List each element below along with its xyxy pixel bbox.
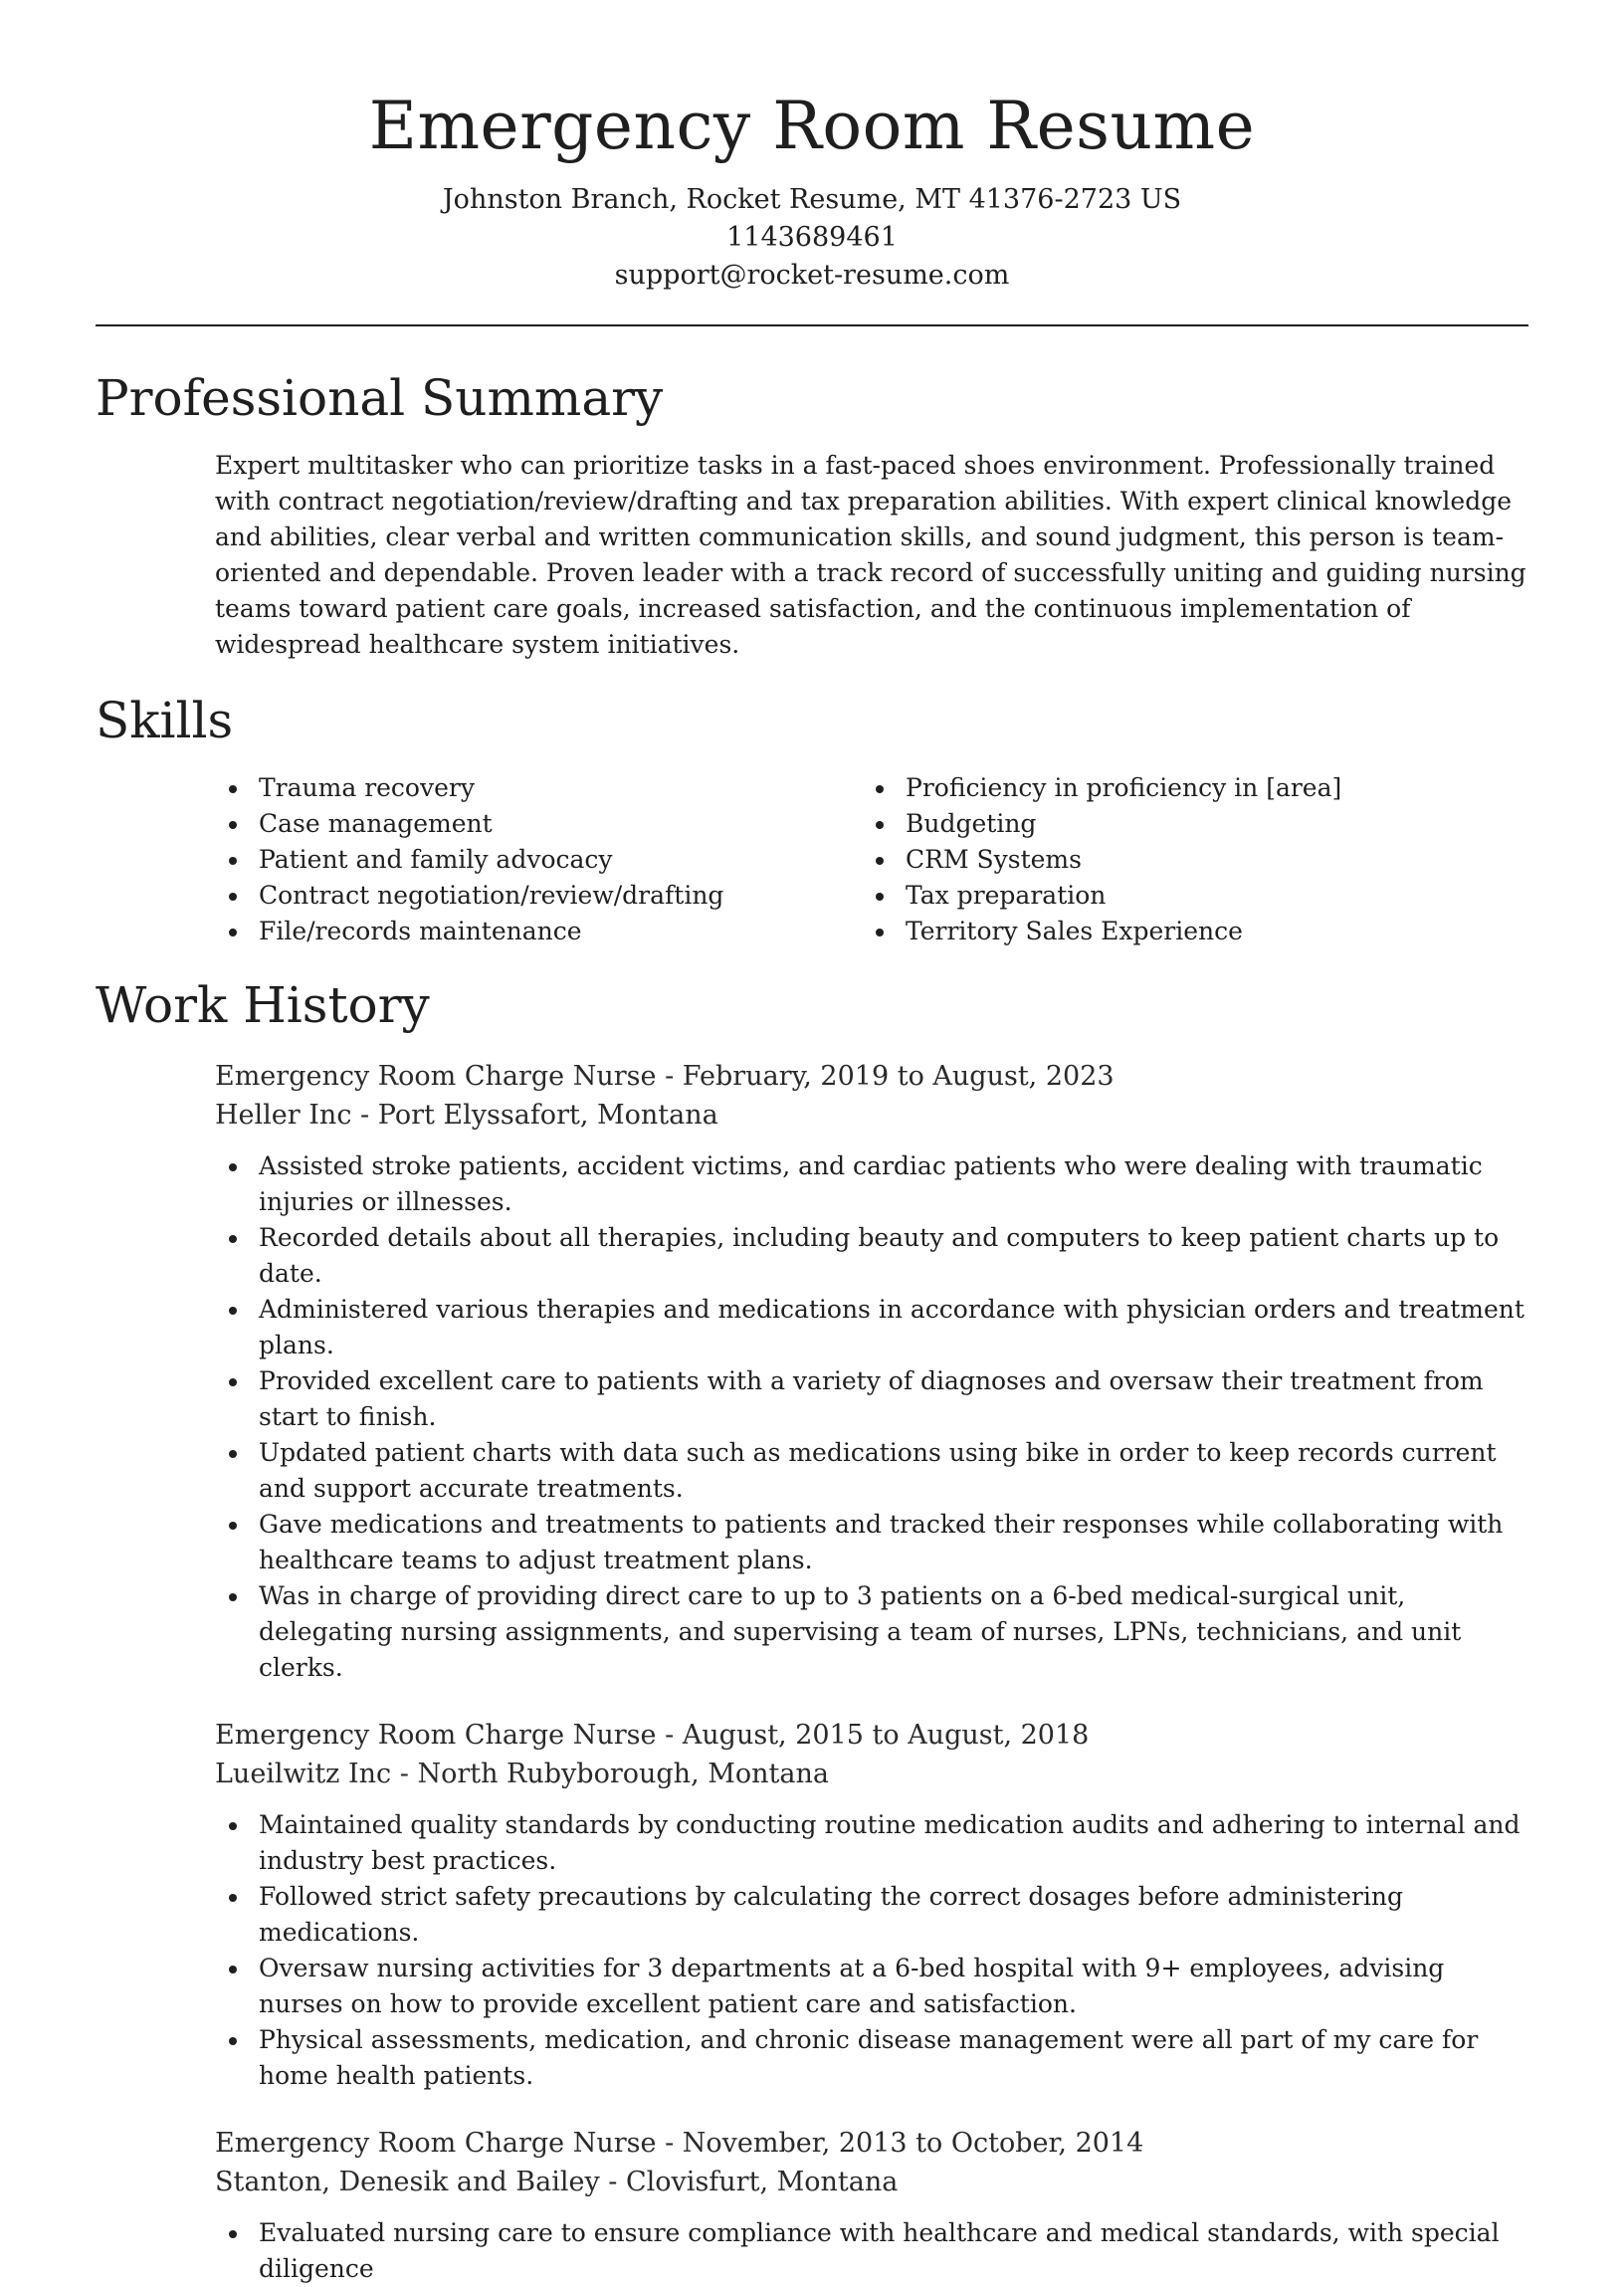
work-history-heading: Work History [96,976,430,1034]
resume-page [96,0,1528,2287]
contact-address: Johnston Branch, Rocket Resume, MT 41376-2723 US [442,184,1182,215]
job-position: Emergency Room Charge Nurse [215,1061,657,1092]
skill-item: Patient and family advocacy [215,842,862,878]
resume-title: Emergency Room Resume [368,88,1256,164]
skill-item: Territory Sales Experience [862,914,1509,949]
job-duties [215,1807,1528,2094]
job-dates: - November, 2013 to October, 2014 [656,2128,1144,2159]
job-location: - North Rubyborough, Montana [391,1759,829,1789]
job-company-line [215,1096,1528,1135]
job-location: - Clovisfurt, Montana [599,2167,899,2197]
duty-item: Evaluated nursing care to ensure compliance with healthcare and medical standards, with special diligence [215,2215,1528,2287]
job-duties [215,2215,1528,2287]
job-position: Emergency Room Charge Nurse [215,1720,657,1751]
job-position: Emergency Room Charge Nurse [215,2128,657,2159]
job-title-line [215,1057,1528,1096]
job-entry [215,2124,1528,2287]
contact-phone: 1143689461 [726,222,898,253]
duty-item: Recorded details about all therapies, including beauty and computers to keep patient charts up to date. [215,1220,1528,1292]
duty-item: Updated patient charts with data such as medications using bike in order to keep records current and support accurate treatments. [215,1435,1528,1507]
duty-item: Administered various therapies and medications in accordance with physician orders and treatment plans. [215,1292,1528,1363]
job-company-line [215,2163,1528,2201]
job-company-line [215,1755,1528,1793]
skill-item: Trauma recovery [215,770,862,806]
skill-item: Contract negotiation/review/drafting [215,878,862,914]
contact-email: support@rocket-resume.com [614,260,1010,291]
skills-heading: Skills [96,692,234,749]
skill-item: Tax preparation [862,878,1509,914]
summary-text: Expert multitasker who can prioritize tasks in a fast-paced shoes environment. Professionally trained with contract negotiation/review/drafting and tax preparation abilities. With expert clinical knowledge and abilities, clear verbal and written communication skills, and sound judgment, this person is team-oriented and dependable. Proven leader with a track record of successfully uniting and guiding nursing teams toward patient care goals, increased satisfaction, and the continuous implementation of widespread healthcare system initiatives. [215,451,1526,659]
skill-item: Budgeting [862,806,1509,842]
job-company: Heller Inc [215,1100,352,1131]
job-duties [215,1148,1528,1686]
header-divider [96,324,1528,326]
job-entry [215,1057,1528,1686]
duty-item: Was in charge of providing direct care to up to 3 patients on a 6-bed medical-surgical unit, delegating nursing assignments, and supervising a team of nurses, LPNs, technicians, and unit clerks. [215,1578,1528,1686]
skill-item: CRM Systems [862,842,1509,878]
duty-item: Provided excellent care to patients with a variety of diagnoses and oversaw their treatment from start to finish. [215,1363,1528,1435]
skill-item: Case management [215,806,862,842]
job-title-line [215,2124,1528,2163]
job-dates: - February, 2019 to August, 2023 [656,1061,1115,1092]
job-location: - Port Elyssafort, Montana [351,1100,718,1131]
duty-item: Maintained quality standards by conducting routine medication audits and adhering to internal and industry best practices. [215,1807,1528,1879]
duty-item: Oversaw nursing activities for 3 departments at a 6-bed hospital with 9+ employees, advising nurses on how to provide excellent patient care and satisfaction. [215,1951,1528,2022]
duty-item: Physical assessments, medication, and chronic disease management were all part of my care for home health patients. [215,2022,1528,2094]
skill-item: File/records maintenance [215,914,862,949]
duty-item: Followed strict safety precautions by calculating the correct dosages before administering medications. [215,1879,1528,1951]
skills-column-left [215,770,862,949]
skill-item: Proficiency in proficiency in [area] [862,770,1509,806]
job-title-line [215,1716,1528,1755]
job-entry [215,1716,1528,2094]
job-company: Lueilwitz Inc [215,1759,392,1789]
duty-item: Assisted stroke patients, accident victims, and cardiac patients who were dealing with traumatic injuries or illnesses. [215,1148,1528,1220]
resume-header [96,0,1528,295]
duty-item: Gave medications and treatments to patients and tracked their responses while collaborating with healthcare teams to adjust treatment plans. [215,1507,1528,1578]
skills-column-right [862,770,1509,949]
summary-heading: Professional Summary [96,369,664,427]
skills-list [215,770,1528,949]
job-dates: - August, 2015 to August, 2018 [656,1720,1090,1751]
job-company: Stanton, Denesik and Bailey [215,2167,600,2197]
